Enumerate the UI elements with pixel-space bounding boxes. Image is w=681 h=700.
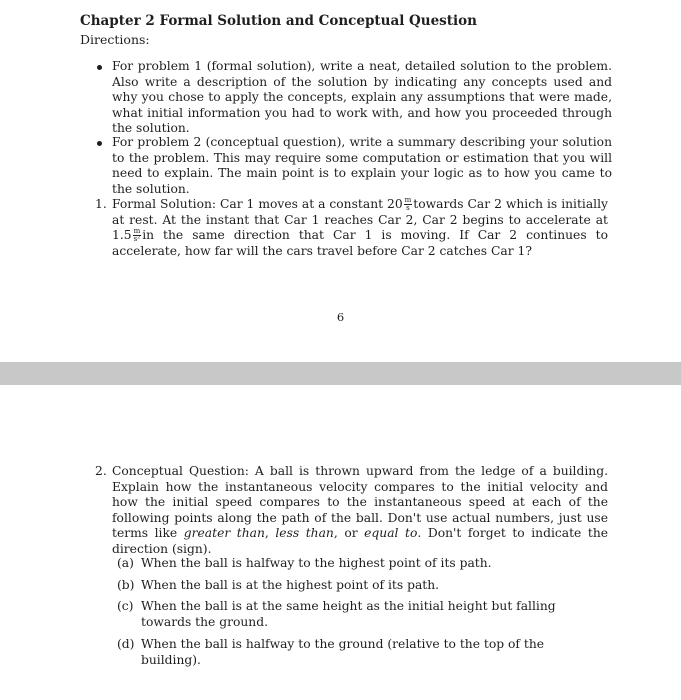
- unit-denominator: s²: [133, 235, 141, 243]
- unit-numerator: m: [404, 196, 412, 204]
- directions-bullet-1: [112, 59, 612, 137]
- sub-question-text: When the ball is halfway to the ground (relative to the top of the building).: [141, 637, 545, 667]
- term-equal-to: equal to: [364, 526, 418, 540]
- sub-question-text: When the ball is halfway to the highest point of its path.: [141, 556, 492, 570]
- sub-question-d: [117, 637, 603, 668]
- term-separator: ,: [264, 526, 276, 540]
- chapter-title: Chapter 2 Formal Solution and Conceptual Question: [80, 13, 477, 29]
- problem-1: [95, 196, 608, 259]
- document-page-2: [0, 385, 681, 700]
- sub-question-label: (b): [117, 578, 135, 592]
- term-less-than: less than: [275, 526, 334, 540]
- unit-fraction-velocity: [404, 197, 413, 212]
- problem-number: 1.: [95, 197, 107, 211]
- bullet-icon: [97, 65, 102, 70]
- bullet-text: For problem 1 (formal solution), write a neat, detailed solution to the problem. Also write a description of the solution by indicating any concepts used and why you chose to apply the concepts, explain any assumptions that were made, what initial information you had to work with, and how you proceeded through the solution.: [112, 59, 612, 135]
- sub-question-a: [117, 556, 603, 572]
- bullet-text: For problem 2 (conceptual question), write a summary describing your solution to the problem. This may require some computation or estimation that you will need to explain. The main point is to explain your logic as to how you came to the solution.: [112, 135, 612, 196]
- problem-2: [95, 464, 609, 557]
- problem-number: 2.: [95, 464, 107, 478]
- unit-fraction-acceleration: [133, 228, 142, 243]
- directions-label: Directions:: [80, 32, 150, 47]
- problem-text-part: Formal Solution: Car 1 moves at a constant 20: [112, 197, 403, 211]
- bullet-icon: [97, 141, 102, 146]
- sub-question-label: (d): [117, 637, 135, 651]
- sub-question-b: [117, 578, 603, 594]
- unit-numerator: m: [133, 227, 141, 235]
- page-divider: [0, 362, 681, 385]
- page-number: 6: [336, 310, 345, 324]
- term-separator: , or: [333, 526, 365, 540]
- sub-question-c: [117, 599, 603, 630]
- problem-text-part: . Don't forget to indicate the direction (sign).: [112, 526, 609, 556]
- term-greater-than: greater than: [183, 526, 265, 540]
- sub-question-label: (c): [117, 599, 134, 613]
- directions-bullet-2: [112, 135, 612, 197]
- problem-text-part: Conceptual Question: A ball is thrown upward from the ledge of a building. Explain how the instantaneous velocity compares to the initial velocity and how the initial speed compares to the instantaneous speed at each of the following points along the path of the ball. Don't use actual numbers, just use terms like: [112, 464, 608, 540]
- unit-denominator: s: [406, 204, 410, 212]
- sub-question-label: (a): [117, 556, 134, 570]
- problem-text-part: in the same direction that Car 1 is moving. If Car 2 continues to accelerate, how far will the cars travel before Car 2 catches Car 1?: [112, 228, 608, 258]
- sub-question-text: When the ball is at the highest point of its path.: [141, 578, 440, 592]
- problem-text-part: towards Car 2 which is initially at rest. At the instant that Car 1 reaches Car 2, Car 2 begins to accelerate at 1.5: [112, 197, 608, 242]
- sub-question-text: When the ball is at the same height as the initial height but falling towards the ground.: [141, 599, 556, 629]
